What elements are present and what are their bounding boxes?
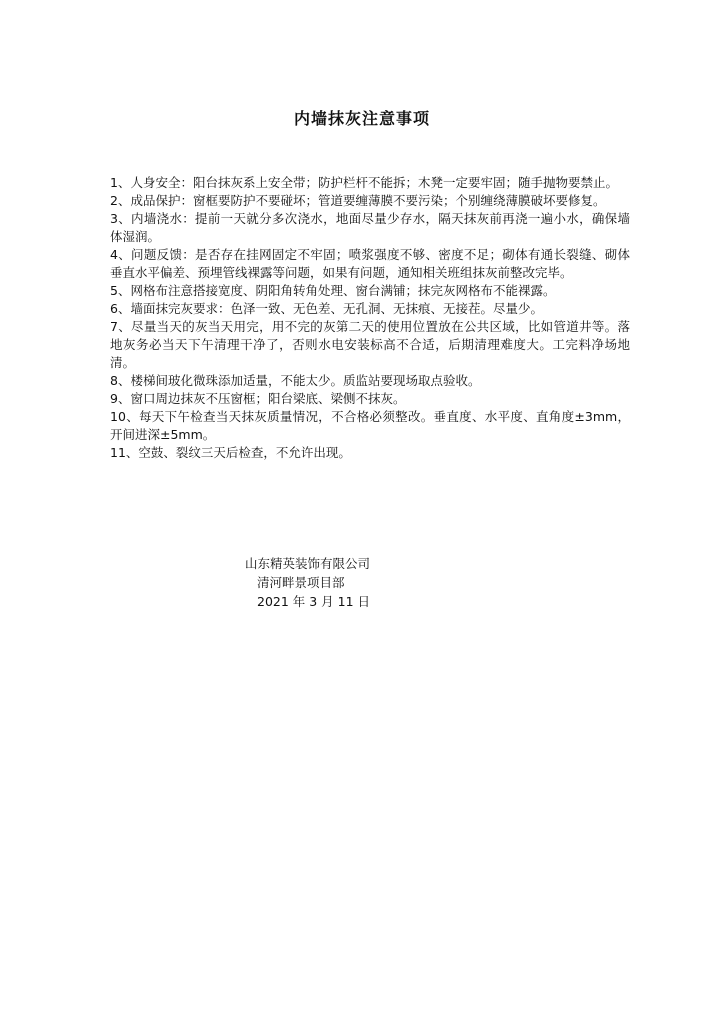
list-item-1: 1、人身安全：阳台抹灰系上安全带；防护栏杆不能拆；木凳一定要牢固；随手抛物要禁止。	[110, 175, 618, 190]
project-department: 清河畔景项目部	[257, 575, 345, 590]
list-item-7: 7、尽量当天的灰当天用完，用不完的灰第二天的使用位置放在公共区域，比如管道井等。落地灰务必当天下午清理干净了，否则水电安装标高不合适，后期清理难度大。工完料净场地清。	[110, 319, 630, 370]
list-item-10: 10、每天下午检查当天抹灰质量情况，不合格必须整改。垂直度、水平度、直角度±3mm，开间进深±5mm。	[110, 409, 630, 442]
company-name: 山东精英装饰有限公司	[245, 556, 371, 571]
list-item-3: 3、内墙浇水：提前一天就分多次浇水，地面尽量少存水，隔天抹灰前再浇一遍小水，确保墙体湿润。	[110, 211, 630, 244]
list-item-8: 8、楼梯间玻化微珠添加适量，不能太少。质监站要现场取点验收。	[110, 373, 481, 388]
list-item-6: 6、墙面抹完灰要求：色泽一致、无色差、无孔洞、无抹痕、无接茬。尽量少。	[110, 301, 543, 316]
list-item-5: 5、网格布注意搭接宽度、阴阳角转角处理、窗台满铺；抹完灰网格布不能裸露。	[110, 283, 556, 298]
list-item-9: 9、窗口周边抹灰不压窗框；阳台梁底、梁侧不抹灰。	[110, 391, 406, 406]
signature-block	[245, 554, 485, 611]
list-item-4: 4、问题反馈：是否存在挂网固定不牢固；喷浆强度不够、密度不足；砌体有通长裂缝、砌体垂直水平偏差、预埋管线裸露等问题，如果有问题，通知相关班组抹灰前整改完毕。	[110, 247, 630, 280]
page-title: 内墙抹灰注意事项	[293, 109, 430, 128]
signature-date: 2021 年 3 月 11 日	[257, 594, 371, 609]
notice-list	[110, 174, 630, 462]
list-item-11: 11、空鼓、裂纹三天后检查，不允许出现。	[110, 445, 351, 460]
list-item-2: 2、成品保护：窗框要防护不要碰坏；管道要缠薄膜不要污染；个别缠绕薄膜破坏要修复。	[110, 193, 606, 208]
